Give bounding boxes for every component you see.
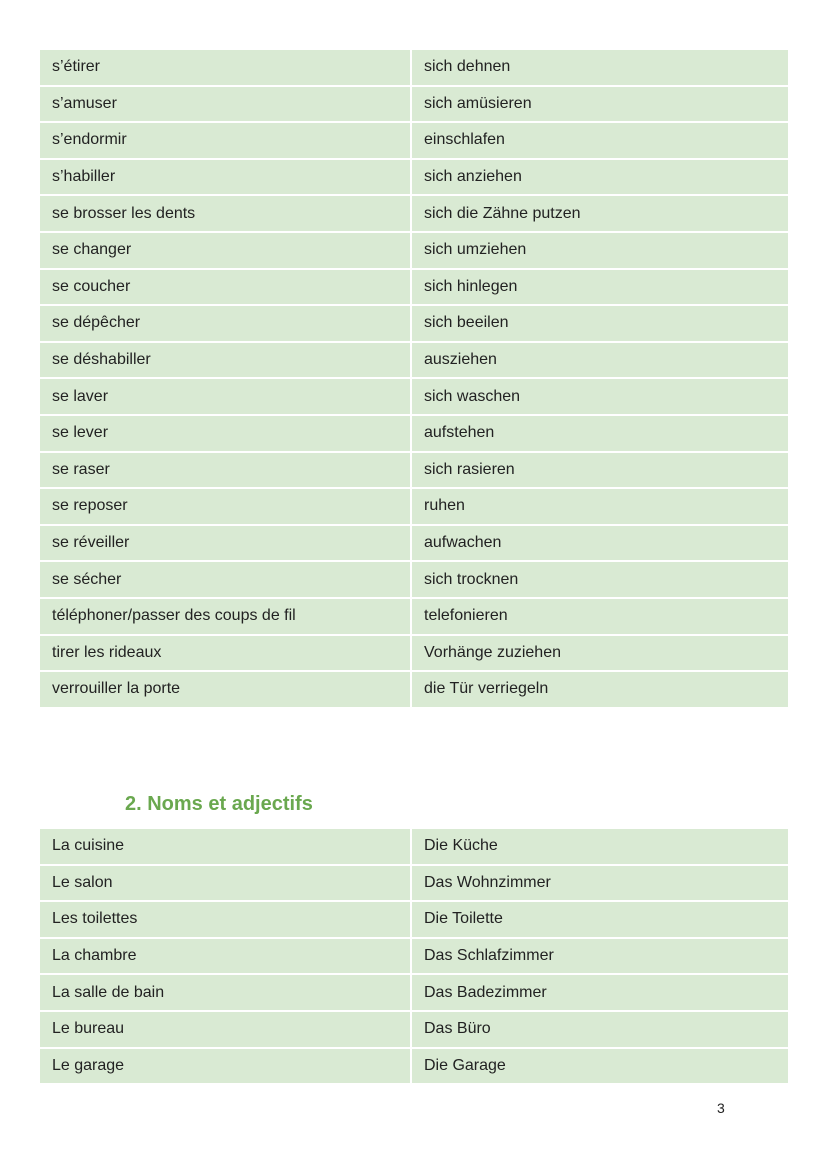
table-row [40,975,788,1012]
page-number: 3 [717,1100,725,1116]
table-row [40,453,788,490]
german-cell: sich umziehen [412,233,788,270]
german-cell: sich die Zähne putzen [412,196,788,233]
german-cell: Das Wohnzimmer [412,866,788,903]
german-cell: die Tür verriegeln [412,672,788,709]
table-row [40,866,788,903]
french-cell: se coucher [40,270,412,307]
table-row [40,672,788,709]
french-cell: Le bureau [40,1012,412,1049]
french-cell: téléphoner/passer des coups de fil [40,599,412,636]
table-row [40,489,788,526]
german-cell: sich hinlegen [412,270,788,307]
table-row [40,562,788,599]
german-cell: aufwachen [412,526,788,563]
table-row [40,233,788,270]
german-cell: Das Büro [412,1012,788,1049]
german-cell: sich amüsieren [412,87,788,124]
table-row [40,599,788,636]
german-cell: aufstehen [412,416,788,453]
table-row [40,1049,788,1086]
german-cell: sich anziehen [412,160,788,197]
table-row [40,306,788,343]
french-cell: se réveiller [40,526,412,563]
section-heading: 2. Noms et adjectifs [125,793,313,815]
french-cell: La salle de bain [40,975,412,1012]
german-cell: ausziehen [412,343,788,380]
french-cell: se raser [40,453,412,490]
french-cell: s’étirer [40,50,412,87]
german-cell: Das Schlafzimmer [412,939,788,976]
french-cell: se sécher [40,562,412,599]
french-cell: se changer [40,233,412,270]
french-cell: se laver [40,379,412,416]
french-cell: Les toilettes [40,902,412,939]
french-cell: verrouiller la porte [40,672,412,709]
french-cell: La cuisine [40,829,412,866]
french-cell: se dépêcher [40,306,412,343]
table-row [40,196,788,233]
german-cell: ruhen [412,489,788,526]
french-cell: se reposer [40,489,412,526]
table-row [40,50,788,87]
table-row [40,526,788,563]
german-cell: telefonieren [412,599,788,636]
table-row [40,636,788,673]
german-cell: Die Garage [412,1049,788,1086]
table-row [40,343,788,380]
table-row [40,902,788,939]
french-cell: s’amuser [40,87,412,124]
table-row [40,87,788,124]
french-cell: s’habiller [40,160,412,197]
table-row [40,379,788,416]
table-row [40,416,788,453]
table-row [40,1012,788,1049]
german-cell: Die Toilette [412,902,788,939]
nouns-table [40,829,788,1085]
nouns-table-body [40,829,788,1085]
table-row [40,829,788,866]
french-cell: s’endormir [40,123,412,160]
french-cell: se lever [40,416,412,453]
german-cell: sich rasieren [412,453,788,490]
table-row [40,160,788,197]
verbs-table [40,50,788,709]
german-cell: Das Badezimmer [412,975,788,1012]
german-cell: sich trocknen [412,562,788,599]
french-cell: se brosser les dents [40,196,412,233]
french-cell: se déshabiller [40,343,412,380]
german-cell: sich waschen [412,379,788,416]
german-cell: sich dehnen [412,50,788,87]
french-cell: La chambre [40,939,412,976]
french-cell: Le salon [40,866,412,903]
german-cell: Die Küche [412,829,788,866]
german-cell: Vorhänge zuziehen [412,636,788,673]
table-row [40,939,788,976]
french-cell: Le garage [40,1049,412,1086]
french-cell: tirer les rideaux [40,636,412,673]
table-row [40,270,788,307]
table-row [40,123,788,160]
german-cell: einschlafen [412,123,788,160]
verbs-table-body [40,50,788,709]
german-cell: sich beeilen [412,306,788,343]
